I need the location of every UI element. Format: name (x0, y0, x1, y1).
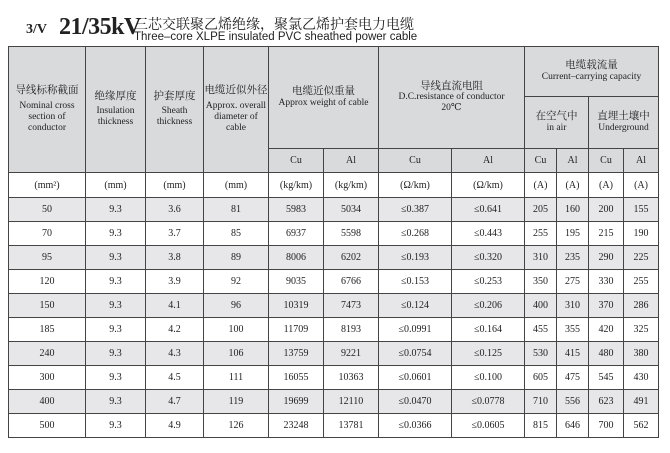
table-cell: 300 (9, 366, 86, 390)
table-cell: ≤0.443 (452, 222, 525, 246)
table-cell: 9.3 (86, 294, 146, 318)
table-cell: 6766 (324, 270, 379, 294)
table-cell: 420 (589, 318, 624, 342)
table-cell: ≤0.0754 (379, 342, 452, 366)
col-header-diameter: 电缆近似外径 Approx. overall diameter of cable (204, 47, 269, 173)
table-cell: 710 (525, 390, 557, 414)
table-cell: 325 (624, 318, 659, 342)
table-cell: 160 (557, 198, 589, 222)
table-cell: ≤0.206 (452, 294, 525, 318)
table-cell: 9.3 (86, 366, 146, 390)
table-cell: 491 (624, 390, 659, 414)
table-row (9, 318, 659, 342)
col-header-resistance: 导线直流电阻 D.C.resistance of conductor 20℃ (379, 47, 525, 149)
unit-cell: (A) (525, 173, 557, 198)
col-header-in-air: 在空气中 in air (525, 97, 589, 149)
table-cell: 106 (204, 342, 269, 366)
table-cell: 350 (525, 270, 557, 294)
table-cell: ≤0.124 (379, 294, 452, 318)
table-cell: 480 (589, 342, 624, 366)
unit-cell: (A) (589, 173, 624, 198)
table-cell: 7473 (324, 294, 379, 318)
col-header-underground: 直埋土壤中 Underground (589, 97, 659, 149)
sub-header-air-al: Al (557, 149, 589, 173)
unit-cell: (A) (624, 173, 659, 198)
table-cell: 50 (9, 198, 86, 222)
table-cell: 19699 (269, 390, 324, 414)
sub-header-weight-al: Al (324, 149, 379, 173)
table-cell: 455 (525, 318, 557, 342)
table-cell: 4.2 (146, 318, 204, 342)
table-cell: 9035 (269, 270, 324, 294)
table-cell: 475 (557, 366, 589, 390)
table-cell: 8193 (324, 318, 379, 342)
table-cell: 70 (9, 222, 86, 246)
table-cell: 240 (9, 342, 86, 366)
table-cell: 9.3 (86, 342, 146, 366)
table-cell: 9.3 (86, 390, 146, 414)
table-row (9, 366, 659, 390)
table-cell: 95 (9, 246, 86, 270)
col-header-area: 导线标称截面 Nominal cross section of conductor (9, 47, 86, 173)
table-cell: 3.6 (146, 198, 204, 222)
table-cell: 16055 (269, 366, 324, 390)
table-cell: ≤0.268 (379, 222, 452, 246)
sub-header-weight-cu: Cu (269, 149, 324, 173)
table-cell: 150 (9, 294, 86, 318)
table-row (9, 390, 659, 414)
table-cell: 646 (557, 414, 589, 438)
table-cell: 13759 (269, 342, 324, 366)
table-cell: 111 (204, 366, 269, 390)
table-cell: ≤0.193 (379, 246, 452, 270)
unit-cell: (Ω/km) (452, 173, 525, 198)
table-cell: 500 (9, 414, 86, 438)
table-cell: 119 (204, 390, 269, 414)
table-cell: 430 (624, 366, 659, 390)
table-cell: 6202 (324, 246, 379, 270)
table-body (9, 198, 659, 438)
table-cell: 10363 (324, 366, 379, 390)
table-cell: 605 (525, 366, 557, 390)
title-english: Three–core XLPE insulated PVC sheathed power cable (134, 31, 418, 43)
table-cell: ≤0.125 (452, 342, 525, 366)
unit-cell: (mm) (86, 173, 146, 198)
unit-cell: (kg/km) (269, 173, 324, 198)
table-row (9, 270, 659, 294)
table-cell: 4.5 (146, 366, 204, 390)
table-cell: 85 (204, 222, 269, 246)
col-header-weight: 电缆近似重量 Approx weight of cable (269, 47, 379, 149)
table-cell: 5598 (324, 222, 379, 246)
table-cell: 23248 (269, 414, 324, 438)
table-cell: 255 (624, 270, 659, 294)
table-cell: 3.8 (146, 246, 204, 270)
unit-cell: (mm) (204, 173, 269, 198)
table-cell: ≤0.164 (452, 318, 525, 342)
sub-header-ground-cu: Cu (589, 149, 624, 173)
table-cell: 126 (204, 414, 269, 438)
table-cell: 185 (9, 318, 86, 342)
table-cell: 89 (204, 246, 269, 270)
table-cell: 200 (589, 198, 624, 222)
table-cell: ≤0.153 (379, 270, 452, 294)
sub-header-ground-al: Al (624, 149, 659, 173)
table-row (9, 246, 659, 270)
table-row (9, 414, 659, 438)
table-cell: 9.3 (86, 270, 146, 294)
table-cell: ≤0.320 (452, 246, 525, 270)
table-cell: 13781 (324, 414, 379, 438)
table-cell: ≤0.0470 (379, 390, 452, 414)
table-cell: 355 (557, 318, 589, 342)
table-cell: 9.3 (86, 222, 146, 246)
table-cell: 275 (557, 270, 589, 294)
table-row (9, 294, 659, 318)
table-cell: 700 (589, 414, 624, 438)
table-cell: ≤0.0605 (452, 414, 525, 438)
unit-cell: (A) (557, 173, 589, 198)
table-cell: 530 (525, 342, 557, 366)
table-cell: 92 (204, 270, 269, 294)
table-cell: 380 (624, 342, 659, 366)
table-cell: 155 (624, 198, 659, 222)
col-header-sheath: 护套厚度 Sheath thickness (146, 47, 204, 173)
table-cell: 556 (557, 390, 589, 414)
table-cell: 4.7 (146, 390, 204, 414)
table-cell: 3.7 (146, 222, 204, 246)
table-cell: 10319 (269, 294, 324, 318)
table-cell: 5034 (324, 198, 379, 222)
table-row (9, 198, 659, 222)
table-cell: 9.3 (86, 414, 146, 438)
sub-header-air-cu: Cu (525, 149, 557, 173)
table-cell: 255 (525, 222, 557, 246)
table-cell: 400 (9, 390, 86, 414)
table-cell: 100 (204, 318, 269, 342)
table-cell: 9221 (324, 342, 379, 366)
title-chinese: 三芯交联聚乙烯绝缘，聚氯乙烯护套电力电缆 (134, 17, 414, 33)
table-cell: 205 (525, 198, 557, 222)
table-cell: 225 (624, 246, 659, 270)
table-cell: 400 (525, 294, 557, 318)
table-cell: 81 (204, 198, 269, 222)
table-cell: ≤0.641 (452, 198, 525, 222)
table-cell: 9.3 (86, 318, 146, 342)
table-cell: 3.9 (146, 270, 204, 294)
unit-cell: (mm²) (9, 173, 86, 198)
unit-cell: (kg/km) (324, 173, 379, 198)
table-cell: 370 (589, 294, 624, 318)
table-cell: 330 (589, 270, 624, 294)
unit-cell: (mm) (146, 173, 204, 198)
table-cell: 6937 (269, 222, 324, 246)
table-cell: 12110 (324, 390, 379, 414)
table-cell: 286 (624, 294, 659, 318)
unit-cell: (Ω/km) (379, 173, 452, 198)
col-header-current: 电缆载流量 Current–carrying capacity (525, 47, 659, 97)
table-cell: 9.3 (86, 246, 146, 270)
table-cell: ≤0.0366 (379, 414, 452, 438)
table-cell: 623 (589, 390, 624, 414)
table-cell: 290 (589, 246, 624, 270)
table-cell: 310 (557, 294, 589, 318)
table-cell: 310 (525, 246, 557, 270)
sub-header-resistance-al: Al (452, 149, 525, 173)
units-row (9, 173, 659, 198)
voltage-rating: 21/35kV (59, 14, 141, 40)
table-cell: 4.1 (146, 294, 204, 318)
table-cell: ≤0.0778 (452, 390, 525, 414)
table-cell: 11709 (269, 318, 324, 342)
table-cell: 562 (624, 414, 659, 438)
table-cell: 4.9 (146, 414, 204, 438)
voltage-prefix: 3/V (26, 22, 47, 37)
table-cell: 9.3 (86, 198, 146, 222)
table-row (9, 222, 659, 246)
table-cell: 5983 (269, 198, 324, 222)
table-cell: ≤0.0601 (379, 366, 452, 390)
table-row (9, 342, 659, 366)
table-cell: 815 (525, 414, 557, 438)
table-cell: 96 (204, 294, 269, 318)
table-cell: 235 (557, 246, 589, 270)
sub-header-resistance-cu: Cu (379, 149, 452, 173)
page-header (0, 0, 670, 46)
table-cell: ≤0.387 (379, 198, 452, 222)
table-cell: 4.3 (146, 342, 204, 366)
table-cell: 120 (9, 270, 86, 294)
table-cell: 195 (557, 222, 589, 246)
table-cell: 8006 (269, 246, 324, 270)
cable-spec-table (8, 46, 659, 438)
table-cell: ≤0.253 (452, 270, 525, 294)
table-cell: ≤0.100 (452, 366, 525, 390)
table-cell: 190 (624, 222, 659, 246)
table-cell: 415 (557, 342, 589, 366)
col-header-insulation: 绝缘厚度 Insulation thickness (86, 47, 146, 173)
table-cell: ≤0.0991 (379, 318, 452, 342)
table-cell: 215 (589, 222, 624, 246)
table-cell: 545 (589, 366, 624, 390)
